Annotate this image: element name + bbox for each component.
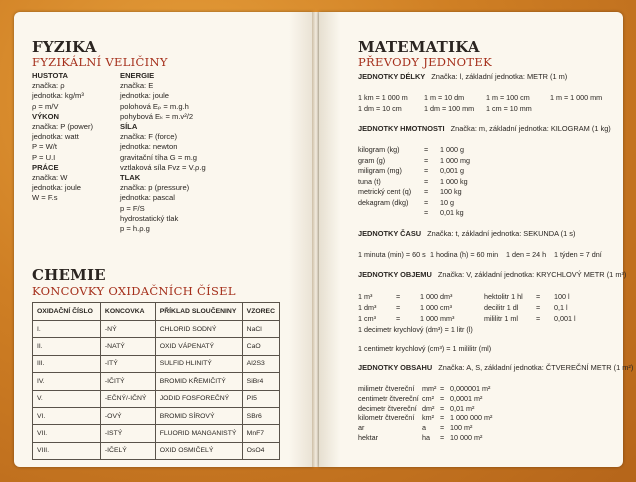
quantity-heading: ENERGIE [120,71,155,80]
section-objemu [358,270,626,279]
mass-unit: miligram (mg) [358,166,402,175]
quantity-line: gravitační tíha G = m.g [120,152,198,162]
quantity-tlak [120,173,206,234]
volume-value: 100 l [554,292,570,301]
area-unit-name: kilometr čtvereční [358,413,415,423]
quantity-line: W = F.s [32,193,58,203]
fyzika-subtitle: FYZIKÁLNÍ VELIČINY [32,55,168,69]
table-cell: CHLORID SODNÝ [155,321,242,338]
table-cell: NaCl [242,321,279,338]
conversion: 1 dm = 10 cm [358,104,402,113]
equals-sign: = [536,292,541,301]
volume-value: 1 000 mm³ [420,314,455,323]
fyzika-col-1 [32,71,93,204]
conversion: 1 minuta (min) = 60 s [358,250,426,259]
quantity-sila [120,122,206,173]
table-cell: OsO4 [242,442,279,459]
section-casu [358,229,575,238]
table-cell: FLUORID MANGANISTÝ [155,425,242,442]
equals-sign: = [424,197,429,207]
equals-sign: = [396,314,401,323]
mass-unit: dekagram (dkg) [358,197,409,207]
mass-value: 1 000 mg [440,155,470,165]
area-unit-symbol: km² [422,413,434,423]
matematika-subtitle: PŘEVODY JEDNOTEK [358,55,492,69]
section-label: JEDNOTKY OBJEMU [358,270,432,279]
table-cell: -NATÝ [100,338,155,355]
conversion: 1 týden = 7 dní [554,250,602,259]
quantity-line: značka: W [32,173,68,183]
section-label: JEDNOTKY HMOTNOSTI [358,124,445,133]
table-cell: PI5 [242,390,279,407]
volume-unit: hektolitr 1 hl [484,292,523,301]
area-unit-symbol: mm² [422,384,437,393]
table-cell: III. [33,355,101,372]
equals-sign: = [440,432,445,442]
table-row [33,373,280,390]
table-cell: JODID FOSFOREČNÝ [155,390,242,407]
conversion: 1 m = 1 000 mm [550,93,603,102]
area-unit-name: hektar [358,432,378,442]
table-cell: SiBr4 [242,373,279,390]
quantity-hustota [32,71,93,112]
table-row [33,442,280,459]
table-row [33,321,280,338]
chemie-subtitle: KONCOVKY OXIDAČNÍCH ČÍSEL [32,284,236,298]
quantity-line: jednotka: newton [120,142,178,152]
quantity-line: jednotka: joule [32,183,81,193]
volume-row [358,291,570,302]
oxidation-table [32,302,280,460]
section-desc: Značka: V, základní jednotka: KRYCHLOVÝ METR (1 m³) [437,270,627,279]
conversion: 1 cm = 10 mm [486,104,532,113]
quantity-line: P = W/t [32,142,57,152]
equals-sign: = [536,303,541,312]
section-hmotnosti [358,124,611,133]
area-unit-name: decimetr čtvereční [358,403,417,413]
mass-unit: metrický cent (q) [358,187,412,196]
table-cell: -IČITÝ [100,373,155,390]
equals-sign: = [396,292,401,301]
quantity-line: značka: P (power) [32,122,94,132]
volume-unit: decilitr 1 dl [484,303,519,312]
volume-unit: 1 m³ [358,292,373,301]
quantity-line: vztlaková síla Fvz = V.ρ.g [120,162,206,172]
area-unit-symbol: cm² [422,393,434,403]
quantity-line: p = h.ρ.g [120,224,150,234]
area-unit-symbol: ha [422,432,430,442]
table-cell: Al2S3 [242,355,279,372]
quantity-line: značka: ρ [32,81,65,91]
area-value: 1 000 000 m² [450,413,493,423]
quantity-vykon [32,112,93,163]
table-cell: -IČELÝ [100,442,155,459]
fyzika-title: FYZIKA [32,38,97,56]
quantity-line: značka: p (pressure) [120,183,190,193]
quantity-heading: SÍLA [120,122,138,132]
table-cell: V. [33,390,101,407]
mass-unit: tuna (t) [358,176,381,186]
quantity-line: hydrostatický tlak [120,213,179,223]
area-unit-name: centimetr čtvereční [358,393,419,403]
table-row [33,407,280,424]
mass-value: 1 000 kg [440,176,468,186]
table-cell: I. [33,321,101,338]
conversion: 1 m = 10 dm [424,93,465,102]
quantity-prace [32,163,93,204]
quantity-line: jednotka: kg/m³ [32,91,84,101]
quantity-line: pohybová Eₖ = m.v²/2 [120,111,194,121]
area-value: 100 m² [450,423,473,433]
section-obsahu [358,363,633,372]
area-value: 0,01 m² [450,403,475,413]
quantity-line: značka: E [120,81,154,91]
equals-sign: = [440,384,445,393]
volume-value: 0,1 l [554,303,568,312]
area-value: 0,0001 m² [450,393,483,403]
table-header-row [33,303,280,321]
quantity-line: jednotka: watt [32,132,79,142]
chemie-title: CHEMIE [32,266,106,284]
table-row [33,425,280,442]
area-unit-name: ar [358,423,365,433]
table-cell: -NÝ [100,321,155,338]
section-label: JEDNOTKY ČASU [358,229,422,238]
table-row [33,390,280,407]
quantity-line: značka: F (force) [120,132,177,142]
quantity-heading: VÝKON [32,111,60,121]
area-value: 10 000 m² [450,432,483,442]
table-cell: -ISTÝ [100,425,155,442]
quantity-line: jednotka: pascal [120,193,175,203]
mass-value: 100 kg [440,187,462,196]
quantity-heading: TLAK [120,173,141,183]
mass-value: 10 g [440,197,454,207]
table-cell: -ITÝ [100,355,155,372]
table-cell: II. [33,338,101,355]
table-cell: -EČNÝ/-IČNÝ [100,390,155,407]
table-header-cell: KONCOVKA [100,303,155,321]
conversion: 1 km = 1 000 m [358,93,408,102]
table-cell: CaO [242,338,279,355]
table-cell: BROMID SÍROVÝ [155,407,242,424]
table-cell: BROMID KŘEMIČITÝ [155,373,242,390]
table-cell: VIII. [33,442,101,459]
volume-row [358,313,576,324]
table-cell: OXID VÁPENATÝ [155,338,242,355]
area-unit-name: milimetr čtvereční [358,384,415,393]
matematika-title: MATEMATIKA [358,38,480,56]
quantity-heading: HUSTOTA [32,71,68,80]
volume-unit: 1 dm³ [358,303,377,312]
mass-value: 1 000 g [440,145,464,154]
volume-row [358,302,568,313]
volume-note: 1 decimetr krychlový (dm³) = 1 litr (l) [358,325,473,334]
equals-sign: = [424,187,429,196]
equals-sign: = [424,155,429,165]
volume-unit: 1 cm³ [358,314,376,323]
table-row [33,355,280,372]
volume-unit: mililitr 1 ml [484,314,518,323]
quantity-line: p = F/S [120,203,145,213]
table-header-cell: OXIDAČNÍ ČÍSLO [33,303,101,321]
quantity-line: polohová Eₚ = m.g.h [120,101,189,111]
mass-value: 0,01 kg [440,208,464,217]
volume-value: 1 000 cm³ [420,303,452,312]
table-cell: SBr6 [242,407,279,424]
section-desc: Značka: t, základní jednotka: SEKUNDA (1 s) [427,229,576,238]
volume-value: 0,001 l [554,314,576,323]
table-cell: SULFID HLINITÝ [155,355,242,372]
conversion: 1 dm = 100 mm [424,104,475,113]
equals-sign: = [396,303,401,312]
quantity-heading: PRÁCE [32,162,59,172]
section-desc: Značka: m, základní jednotka: KILOGRAM (1 kg) [450,124,611,133]
area-value: 0,000001 m² [450,384,491,393]
equals-sign: = [440,403,445,413]
volume-table [358,291,576,335]
volume-note: 1 centimetr krychlový (cm³) = 1 mililitr (ml) [358,344,492,353]
equals-sign: = [440,393,445,403]
quantity-energie [120,71,206,122]
mass-value: 0,001 g [440,166,464,175]
mass-unit: gram (g) [358,155,386,165]
equals-sign: = [536,314,541,323]
equals-sign: = [424,166,429,175]
table-cell: IV. [33,373,101,390]
area-unit-symbol: a [422,423,426,433]
equals-sign: = [424,208,429,217]
quantity-line: jednotka: joule [120,91,169,101]
volume-value: 1 000 dm³ [420,292,453,301]
conversion: 1 m = 100 cm [486,93,530,102]
table-header-cell: PŘÍKLAD SLOUČENINY [155,303,242,321]
section-desc: Značka: l, základní jednotka: METR (1 m) [431,72,568,81]
conversion: 1 hodina (h) = 60 min [430,250,499,259]
equals-sign: = [424,176,429,186]
equals-sign: = [440,423,445,433]
table-cell: VI. [33,407,101,424]
section-label: JEDNOTKY DÉLKY [358,72,426,81]
section-delky [358,72,567,81]
table-cell: VII. [33,425,101,442]
quantity-line: ρ = m/V [32,101,59,111]
section-label: JEDNOTKY OBSAHU [358,363,433,372]
table-header-cell: VZOREC [242,303,279,321]
table-cell: OXID OSMIČELÝ [155,442,242,459]
fyzika-col-2 [120,71,206,234]
table-cell: -OVÝ [100,407,155,424]
conversion: 1 den = 24 h [506,250,547,259]
equals-sign: = [424,145,429,154]
equals-sign: = [440,413,445,423]
section-desc: Značka: A, S, základní jednotka: ČTVEREČNÍ METR (1 m²) [438,363,634,372]
area-unit-symbol: dm² [422,403,435,413]
table-row [33,338,280,355]
mass-unit: kilogram (kg) [358,145,400,154]
quantity-line: P = U.I [32,152,56,162]
table-cell: MnF7 [242,425,279,442]
